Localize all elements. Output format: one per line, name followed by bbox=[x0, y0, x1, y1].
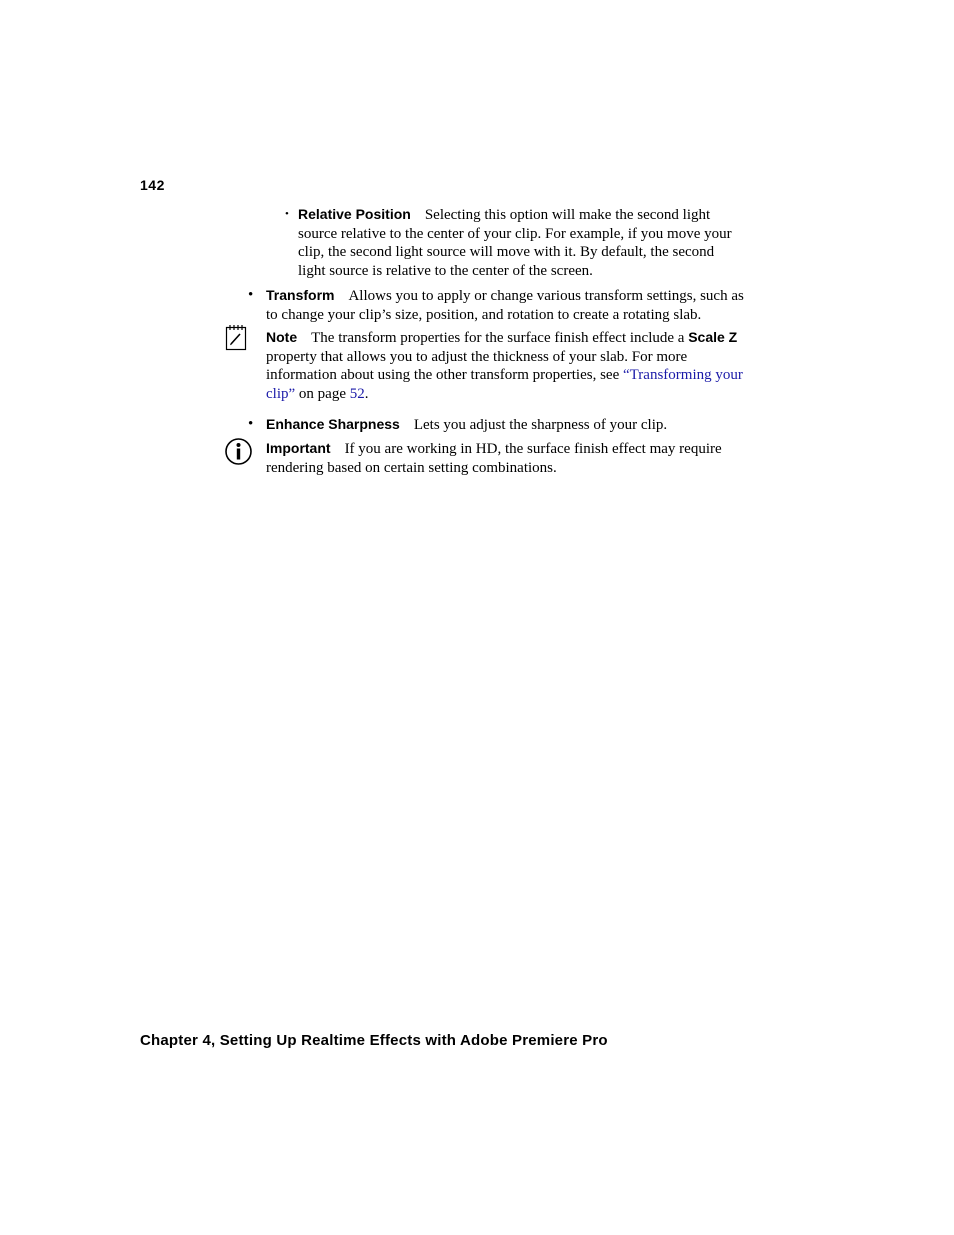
note-block bbox=[266, 328, 744, 403]
note-text-after: property that allows you to adjust the thickness of your slab. For more information about using the other transform properties, see bbox=[266, 348, 688, 384]
transform-bullet-marker: • bbox=[248, 287, 254, 303]
transform-item bbox=[266, 286, 744, 324]
important-text: If you are working in HD, the surface finish effect may require rendering based on certain setting combinations. bbox=[266, 441, 722, 476]
enhance-sharpness-text: Lets you adjust the sharpness of your clip. bbox=[413, 417, 668, 433]
sub-bullet-marker: • bbox=[285, 208, 289, 220]
important-block bbox=[266, 439, 744, 477]
note-page-prefix: on page bbox=[298, 385, 346, 402]
note-period: . bbox=[364, 385, 369, 402]
note-text-before: The transform properties for the surface finish effect include a bbox=[311, 330, 685, 346]
transform-text: Allows you to apply or change various transform settings, such as to change your clip’s size, position, and rotation to create a rotating slab. bbox=[266, 288, 744, 323]
page-52-link[interactable]: 52 bbox=[349, 385, 365, 402]
enhance-sharpness-item bbox=[266, 415, 744, 435]
info-circle-icon bbox=[224, 437, 253, 471]
relative-position-term: Relative Position bbox=[298, 206, 411, 222]
transform-term: Transform bbox=[266, 287, 335, 303]
relative-position-text: Selecting this option will make the second light source relative to the center of your clip. For example, if you move your clip, the second light source will move with it. By default, the second light source is relative to the center of the screen. bbox=[298, 207, 732, 279]
transforming-your-clip-link[interactable]: “Transforming your clip” bbox=[266, 367, 743, 402]
relative-position-item bbox=[298, 205, 744, 280]
page-number: 142 bbox=[140, 177, 165, 193]
note-pad-icon bbox=[225, 324, 248, 357]
note-term: Note bbox=[266, 329, 298, 345]
enhance-sharpness-term: Enhance Sharpness bbox=[266, 416, 400, 432]
important-term: Important bbox=[266, 440, 331, 456]
chapter-footer: Chapter 4, Setting Up Realtime Effects with Adobe Premiere Pro bbox=[140, 1032, 608, 1049]
enhance-sharpness-bullet-marker: • bbox=[248, 416, 254, 432]
note-bold-term: Scale Z bbox=[688, 329, 738, 345]
